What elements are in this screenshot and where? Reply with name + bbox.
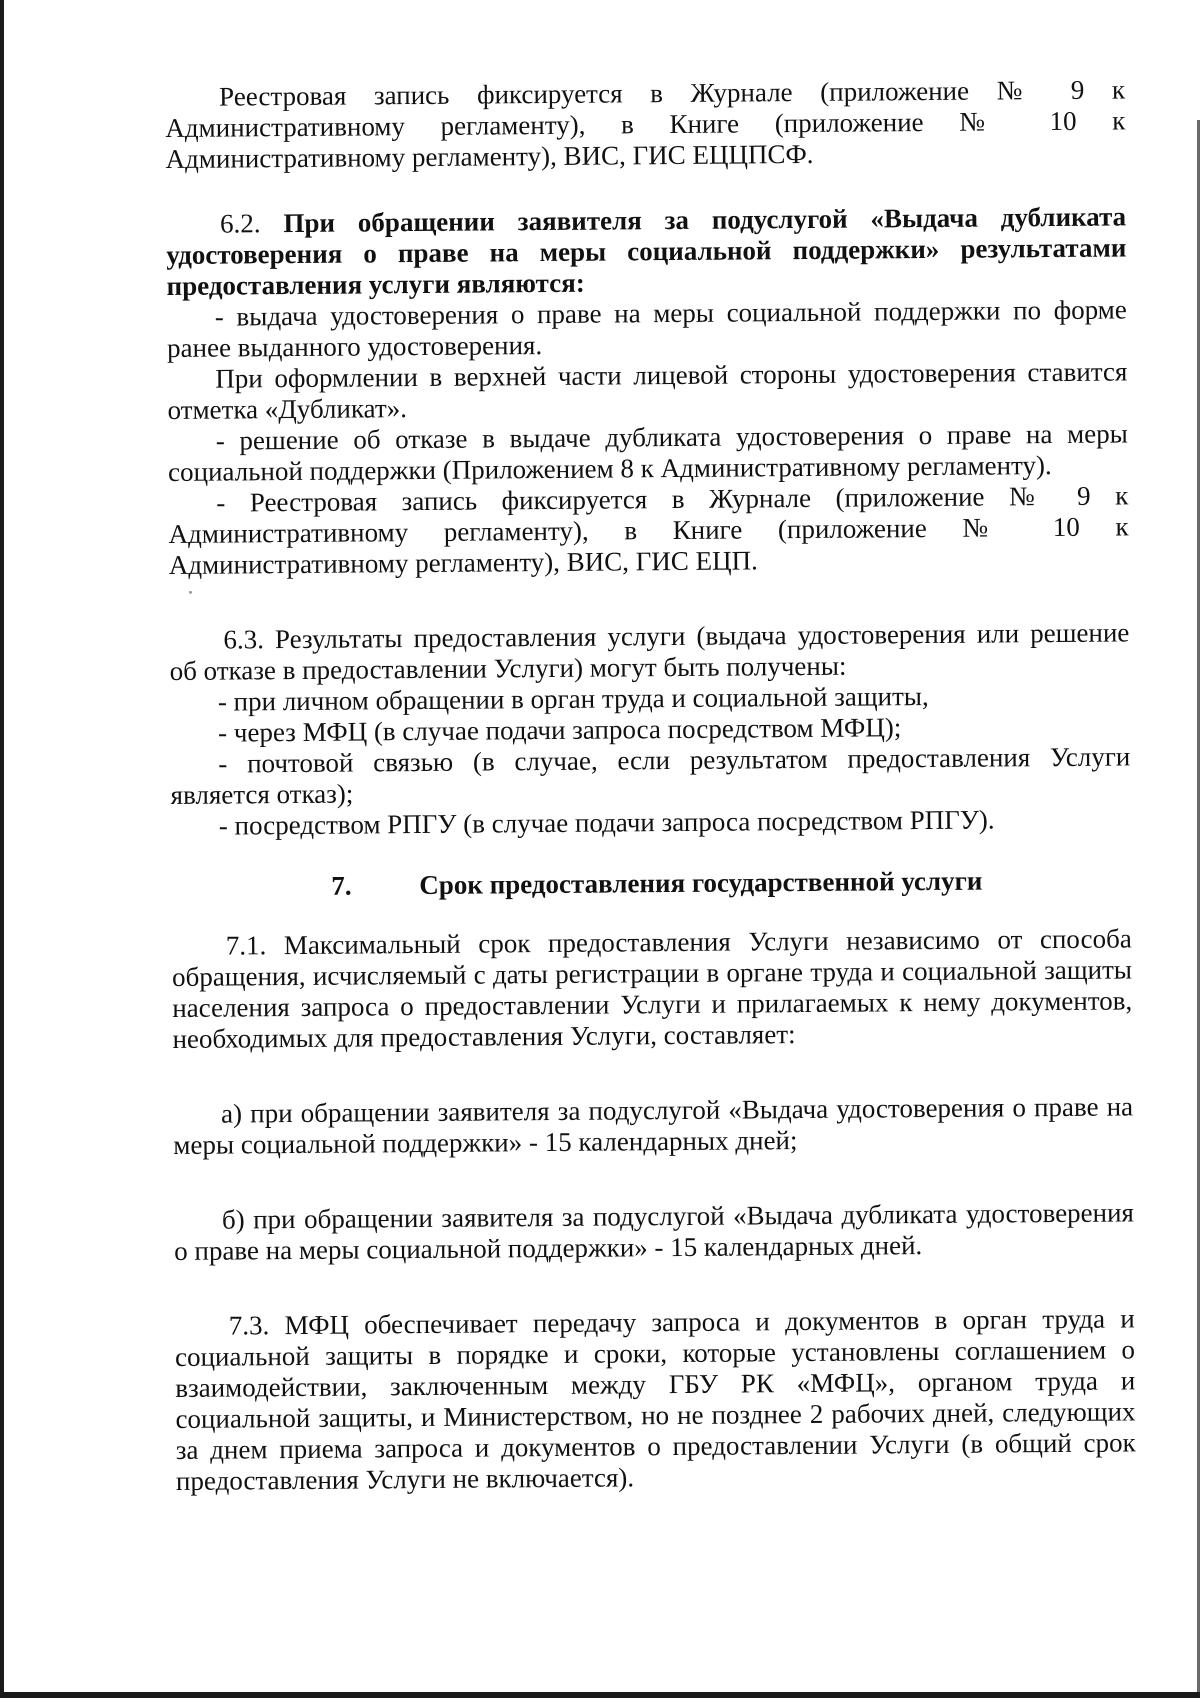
section-7-title: Срок предоставления государственной услуги xyxy=(419,865,983,901)
scan-speck xyxy=(189,591,192,594)
document-page xyxy=(165,74,1136,1496)
scan-edge-left xyxy=(0,0,4,1698)
section-6-3-item-1: - при личном обращении в орган труда и социальной защиты, xyxy=(217,681,929,717)
section-6-2-number: 6.2. xyxy=(219,208,261,239)
section-6-3-text: 6.3. Результаты предоставления услуги (выдача удостоверения или решение об отказе в предоставлении Услуги) могут быть получены: xyxy=(169,617,1130,686)
section-7-1-item-a: а) при обращении заявителя за подуслугой «Выдача удостоверения о праве на меры социальной поддержки» - 15 календарных дней; xyxy=(173,1091,1134,1160)
section-7-1-item-b: б) при обращении заявителя за подуслугой «Выдача дубликата удостоверения о праве на меры социальной поддержки» - 15 календарных дней. xyxy=(174,1197,1135,1266)
section-7-number: 7. xyxy=(331,870,352,901)
scan-edge-bottom xyxy=(0,1692,1200,1698)
section-7-heading xyxy=(171,864,1131,903)
section-6-2-item-1: - выдача удостоверения о праве на меры социальной поддержки по форме ранее выданного удостоверения. xyxy=(166,294,1127,363)
section-7-3-text: 7.3. МФЦ обеспечивает передачу запроса и документов в орган труда и социальной защиты в порядке и сроки, которые установлены соглашением о взаимодействии, заключенным между ГБУ РК «МФЦ», органом труда и социальной защиты, и Министерством, но не позднее 2 рабочих дней, следующих за днем приема запроса и документов о предоставлении Услуги (в общий срок предоставления Услуги не включается). xyxy=(174,1303,1136,1496)
section-6-2-heading xyxy=(166,201,1127,302)
section-6-2-bold-text: При обращении заявителя за подуслугой «Выдача дубликата удостоверения о праве на меры социальной поддержки» результатами предоставления услуги являются: xyxy=(166,201,1127,301)
section-6-2-item-3: - решение об отказе в выдаче дубликата удостоверения о праве на меры социальной поддержки (Приложением 8 к Административному регламенту). xyxy=(167,418,1128,487)
section-6-2-item-4: - Реестровая запись фиксируется в Журнале (приложение № 9 к Административному регламенту), в Книге (приложение № 10 к Административному регламенту), ВИС, ГИС ЕЦП. xyxy=(168,480,1129,580)
section-6-3-item-2: - через МФЦ (в случае подачи запроса посредством МФЦ); xyxy=(217,712,902,748)
section-6-2-item-2: При оформлении в верхней части лицевой стороны удостоверения ставится отметка «Дубликат». xyxy=(167,356,1128,425)
section-7-1-text: 7.1. Максимальный срок предоставления Услуги независимо от способа обращения, исчисляемый с даты регистрации в органе труда и социальной защиты населения запроса о предоставлении Услуги и прилагаемых к нему документов, необходимых для предоставления Услуги, составляет: xyxy=(171,923,1133,1054)
section-6-3-item-4: - посредством РПГУ (в случае подачи запроса посредством РПГУ). xyxy=(218,804,995,841)
paragraph-intro: Реестровая запись фиксируется в Журнале (приложение № 9 к Административному регламенту), в Книге (приложение № 10 к Административному регламенту), ВИС, ГИС ЕЦЦПСФ. xyxy=(165,74,1126,174)
section-6-3-item-3: - почтовой связью (в случае, если результатом предоставления Услуги является отказ); xyxy=(170,741,1131,810)
